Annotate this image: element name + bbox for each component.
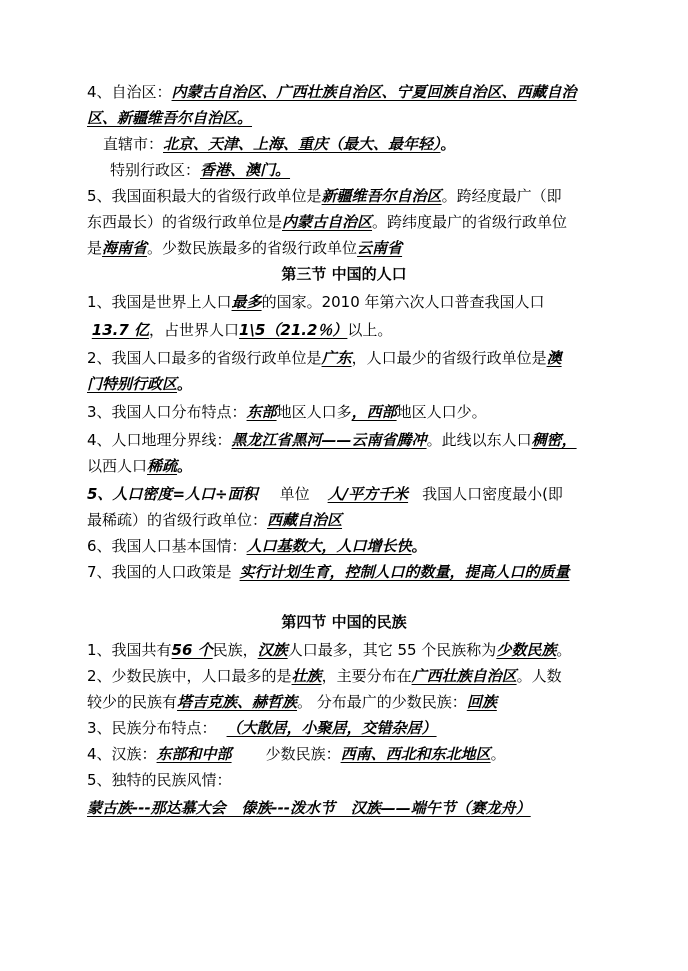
label: 4、自治区：	[87, 83, 172, 101]
text: 1、我国是世界上人口	[87, 293, 232, 311]
text: 4、汉族：	[87, 745, 157, 763]
answer: 门特别行政区	[87, 375, 178, 393]
answer: 东部和中部	[156, 745, 232, 763]
text: 4、人口地理分界线：	[87, 431, 232, 449]
formula: 5、人口密度=人口÷面积	[87, 485, 258, 503]
text: 少数民族：	[265, 745, 341, 763]
answer: 最多	[231, 293, 262, 311]
text: 3、我国人口分布特点：	[87, 403, 247, 421]
s3-p7	[87, 560, 607, 584]
s3-p2-line-1	[87, 346, 607, 370]
text: 1、我国共有	[87, 641, 172, 659]
text: 7、我国的人口政策是	[87, 563, 232, 581]
s3-p5-line-1	[87, 482, 607, 506]
punct: 。	[177, 457, 193, 475]
answer: 回族	[466, 693, 497, 711]
text: 2、我国人口最多的省级行政单位是	[87, 349, 322, 367]
text: 。人数	[516, 667, 562, 685]
text: 最稀疏）的省级行政单位：	[87, 511, 268, 529]
answer: 广西壮族自治区	[411, 667, 517, 685]
s4-p1	[87, 638, 607, 662]
answer: 内蒙古自治区	[282, 213, 373, 231]
section-4-title: 第四节 中国的民族	[281, 613, 407, 631]
s4-p5-line-1	[87, 768, 607, 792]
text: ，人口最少的省级行政单位是	[351, 349, 547, 367]
text: 。跨纬度最广的省级行政单位	[372, 213, 568, 231]
s4-p5-line-2	[87, 796, 607, 820]
autonomous-region-line-2	[87, 106, 607, 130]
answer: 黑龙江省黑河——云南省腾冲	[231, 431, 427, 449]
answer: 西藏自治区	[267, 511, 343, 529]
answer: 人/平方千米	[327, 485, 409, 503]
s4-p3	[87, 716, 607, 740]
answer: ，西部	[351, 403, 397, 421]
answer: 云南省	[357, 239, 403, 257]
text: 人口最多，其它 55 个民族称为	[287, 641, 497, 659]
text: 。 分布最广的少数民族：	[297, 693, 467, 711]
s4-p2-line-1	[87, 664, 607, 688]
text: 是	[87, 239, 103, 257]
answer: 1\5（21.2％）	[239, 321, 348, 339]
answer: 少数民族	[496, 641, 557, 659]
autonomous-region-line-1	[87, 80, 607, 104]
answer: 56 个	[171, 641, 213, 659]
answer: 壮族	[291, 667, 322, 685]
s3-p1-line-1	[87, 290, 607, 314]
text: 5、独特的民族风情：	[87, 771, 232, 789]
text: 5、我国面积最大的省级行政单位是	[87, 187, 322, 205]
municipality-line	[103, 132, 623, 156]
answer: 13.7 亿	[91, 321, 150, 339]
answer: （大散居，小聚居，交错杂居）	[226, 719, 437, 737]
answer: 新疆维吾尔自治区	[321, 187, 442, 205]
s3-p4-line-2	[87, 454, 607, 478]
answer: 汉族	[257, 641, 288, 659]
s3-p6	[87, 534, 607, 558]
text: 单位	[279, 485, 310, 503]
s3-p1-line-2	[87, 318, 607, 342]
answer: 香港、澳门。	[200, 161, 291, 179]
punct: 。	[177, 375, 193, 393]
text: 3、民族分布特点：	[87, 719, 217, 737]
p5-line-3	[87, 236, 607, 260]
label: 直辖市：	[103, 135, 164, 153]
answer: 塔吉克族、赫哲族	[177, 693, 298, 711]
text: 。此线以东人口	[426, 431, 532, 449]
answer: 东部	[246, 403, 277, 421]
answer: 稠密，	[531, 431, 577, 449]
punct: 。	[411, 537, 427, 555]
text: 以上。	[347, 321, 393, 339]
punct: 。	[440, 135, 456, 153]
section-3-title: 第三节 中国的人口	[281, 265, 407, 283]
s3-p5-line-2	[87, 508, 607, 532]
text: 民族，	[212, 641, 258, 659]
text: ，占世界人口	[149, 321, 240, 339]
sar-line	[110, 158, 630, 182]
answer: 广东	[321, 349, 352, 367]
text: 6、我国人口基本国情：	[87, 537, 247, 555]
label: 特别行政区：	[110, 161, 201, 179]
answer: 海南省	[102, 239, 148, 257]
s3-p2-line-2	[87, 372, 607, 396]
text: 地区人口多	[276, 403, 352, 421]
answer: 北京、天津、上海、重庆（最大、最年轻）	[163, 135, 441, 153]
text: 较少的民族有	[87, 693, 178, 711]
text: ，主要分布在	[321, 667, 412, 685]
text: 的国家。2010 年第六次人口普查我国人口	[261, 293, 545, 311]
text: 我国人口密度最小(即	[422, 485, 563, 503]
answer: 实行计划生育，控制人口的数量，提高人口的质量	[239, 563, 570, 581]
answer: 人口基数大，人口增长快	[246, 537, 412, 555]
s3-p3	[87, 400, 607, 424]
answer: 稀疏	[147, 457, 178, 475]
p5-line-1	[87, 184, 607, 208]
text: 地区人口少。	[396, 403, 487, 421]
s3-p4-line-1	[87, 428, 607, 452]
s4-p4	[87, 742, 607, 766]
text: 。少数民族最多的省级行政单位	[147, 239, 358, 257]
text: 东西最长）的省级行政单位是	[87, 213, 283, 231]
answer: 区、新疆维吾尔自治区。	[87, 109, 253, 127]
punct: 。	[490, 745, 506, 763]
punct: 。	[556, 641, 572, 659]
s4-p2-line-2	[87, 690, 607, 714]
text: 以西人口	[87, 457, 148, 475]
p5-line-2	[87, 210, 607, 234]
answer: 澳	[546, 349, 562, 367]
text: 2、少数民族中，人口最多的是	[87, 667, 292, 685]
text: 。跨经度最广（即	[441, 187, 562, 205]
answer: 蒙古族---那达慕大会 傣族---泼水节 汉族——端午节（赛龙舟）	[87, 799, 531, 817]
answer: 内蒙古自治区、广西壮族自治区、宁夏回族自治区、西藏自治	[171, 83, 577, 101]
answer: 西南、西北和东北地区	[340, 745, 491, 763]
